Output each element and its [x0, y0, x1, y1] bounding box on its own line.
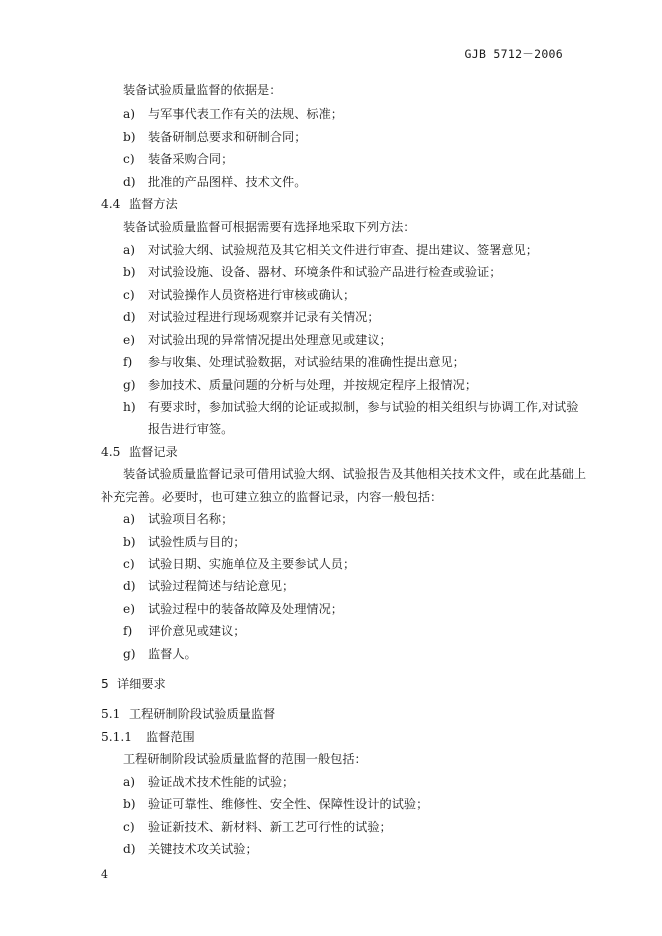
- list-item-text: 验证战术技术性能的试验；: [148, 775, 295, 789]
- list-item-label: e): [123, 333, 135, 347]
- section-number: 5.1: [101, 707, 121, 721]
- list-item-text: 验证新技术、新材料、新工艺可行性的试验；: [148, 820, 392, 834]
- list-item-label: g): [123, 647, 136, 661]
- list-item-text: 装备研制总要求和研制合同；: [148, 130, 307, 144]
- list-item-label: c): [123, 820, 135, 834]
- list-item-label: d): [123, 175, 136, 189]
- list-item-label: g): [123, 378, 136, 392]
- list-item-label: d): [123, 579, 136, 593]
- list-item-text: 批准的产品图样、技术文件。: [148, 175, 307, 189]
- list-item-text: 参加技术、质量问题的分析与处理，并按规定程序上报情况；: [148, 378, 478, 392]
- list-item-text: 验证可靠性、维修性、安全性、保障性设计的试验；: [148, 797, 429, 811]
- list-item-label: f): [123, 624, 133, 638]
- list-item-text: 参与收集、处理试验数据，对试验结果的准确性提出意见；: [148, 355, 465, 369]
- list-item-label: b): [123, 265, 136, 279]
- list-item-label: c): [123, 152, 135, 166]
- list-item-text: 关键技术攻关试验；: [148, 842, 258, 856]
- chapter-number: 5: [101, 677, 109, 691]
- chapter-title: 详细要求: [117, 677, 166, 691]
- list-item-label: a): [123, 775, 136, 789]
- list-item-text: 对试验过程进行现场观察并记录有关情况；: [148, 310, 380, 324]
- list-item-label: c): [123, 288, 135, 302]
- document-code: GJB 5712－2006: [464, 47, 563, 61]
- list-item-text: 试验过程中的装备故障及处理情况；: [148, 602, 343, 616]
- list-item-text: 装备采购合同；: [148, 152, 234, 166]
- list-item-label: b): [123, 797, 136, 811]
- list-item-text: 试验过程简述与结论意见；: [148, 579, 295, 593]
- list-item-label: d): [123, 310, 136, 324]
- list-item-text: 监督人。: [148, 647, 197, 661]
- section-intro: 装备试验质量监督可根据需要有选择地采取下列方法：: [123, 220, 416, 234]
- list-item-text: 试验日期、实施单位及主要参试人员；: [148, 557, 356, 571]
- list-item-label: f): [123, 355, 133, 369]
- basis-intro: 装备试验质量监督的依据是：: [123, 83, 282, 97]
- list-item-label: d): [123, 842, 136, 856]
- subsection-number: 5.1.1: [101, 730, 133, 744]
- section-intro: 工程研制阶段试验质量监督的范围一般包括：: [123, 752, 367, 766]
- section-title: 工程研制阶段试验质量监督: [129, 707, 276, 721]
- list-item-label: b): [123, 130, 136, 144]
- list-item-text: 试验性质与目的；: [148, 535, 246, 549]
- list-item-label: a): [123, 107, 136, 121]
- list-item-continuation: 报告进行审签。: [148, 422, 234, 436]
- list-item-label: h): [123, 400, 136, 414]
- list-item-text: 对试验大纲、试验规范及其它相关文件进行审查、提出建议、签署意见；: [148, 243, 538, 257]
- list-item-label: b): [123, 535, 136, 549]
- list-item-text: 有要求时，参加试验大纲的论证或拟制，参与试验的相关组织与协调工作,对试验: [148, 400, 579, 414]
- subsection-title: 监督范围: [146, 730, 195, 744]
- section-title: 监督记录: [129, 445, 178, 459]
- paragraph-line: 补充完善。必要时，也可建立独立的监督记录，内容一般包括：: [101, 490, 443, 504]
- section-number: 4.4: [101, 197, 121, 211]
- list-item-text: 与军事代表工作有关的法规、标准；: [148, 107, 343, 121]
- paragraph-line: 装备试验质量监督记录可借用试验大纲、试验报告及其他相关技术文件，或在此基础上: [123, 467, 587, 481]
- section-title: 监督方法: [129, 197, 178, 211]
- section-number: 4.5: [101, 445, 121, 459]
- list-item-text: 对试验操作人员资格进行审核或确认；: [148, 288, 356, 302]
- list-item-label: e): [123, 602, 135, 616]
- page-number: 4: [101, 868, 108, 881]
- list-item-label: c): [123, 557, 135, 571]
- list-item-label: a): [123, 243, 136, 257]
- list-item-label: a): [123, 512, 136, 526]
- list-item-text: 试验项目名称；: [148, 512, 234, 526]
- list-item-text: 评价意见或建议；: [148, 624, 246, 638]
- list-item-text: 对试验出现的异常情况提出处理意见或建议；: [148, 333, 392, 347]
- list-item-text: 对试验设施、设备、器材、环境条件和试验产品进行检查或验证；: [148, 265, 502, 279]
